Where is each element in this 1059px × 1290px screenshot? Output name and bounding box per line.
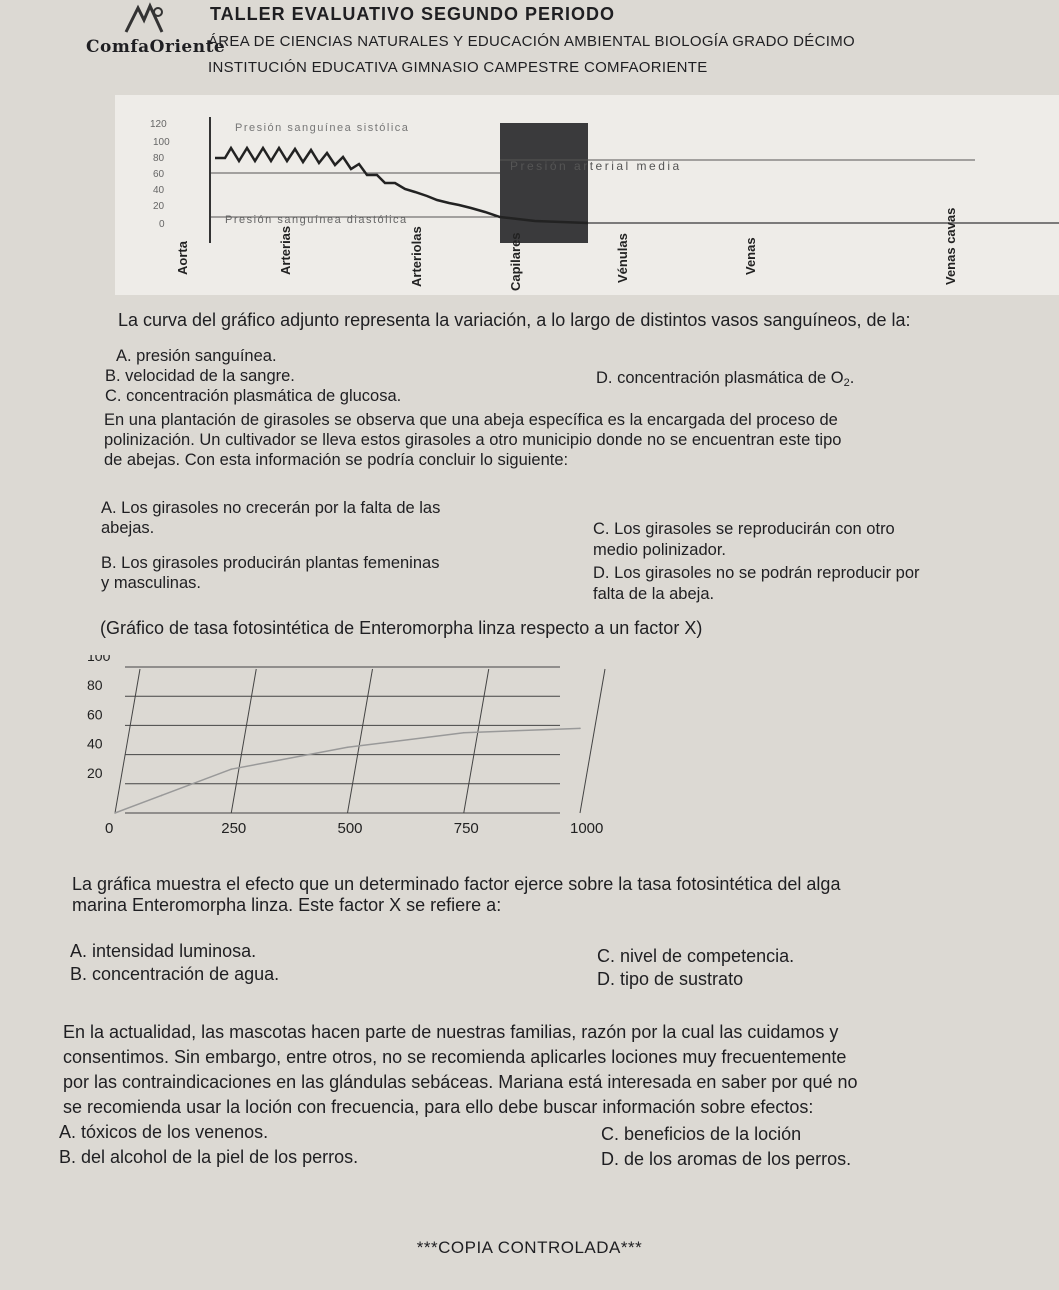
grid-line-v bbox=[348, 669, 373, 813]
grid-line-v bbox=[580, 669, 605, 813]
y-tick-label: 60 bbox=[87, 706, 103, 723]
y-tick-label: 40 bbox=[87, 735, 103, 752]
y-tick-label: 80 bbox=[87, 677, 103, 694]
q2-stem-line-1: En una plantación de girasoles se observa que una abeja específica es la encargada del proceso de bbox=[104, 411, 838, 429]
vessel-label: Venas cavas bbox=[943, 207, 958, 285]
q4-option-a: A. tóxicos de los venenos. bbox=[59, 1122, 269, 1142]
y-tick: 20 bbox=[153, 201, 165, 212]
x-tick-label: 750 bbox=[453, 820, 479, 837]
vessel-label: Capilares bbox=[508, 232, 523, 291]
q2-option-b-line-1: B. Los girasoles producirán plantas femeninas bbox=[101, 554, 440, 572]
data-line bbox=[115, 728, 580, 813]
data-point bbox=[579, 728, 581, 730]
blood-pressure-figure bbox=[115, 95, 1059, 295]
y-tick: 80 bbox=[153, 153, 165, 164]
q4-stem-line-4: se recomienda usar la loción con frecuencia, para ello debe buscar información sobre efectos: bbox=[63, 1097, 814, 1117]
q3-option-d: D. tipo de sustrato bbox=[597, 969, 744, 989]
q2-stem-line-2: polinización. Un cultivador se lleva estos girasoles a otro municipio donde no se encuentran este tipo bbox=[104, 431, 842, 449]
q1-option-d-end: . bbox=[849, 369, 855, 387]
photosynthesis-chart bbox=[85, 655, 615, 840]
footer-copy-notice: ***COPIA CONTROLADA*** bbox=[416, 1238, 643, 1257]
grid-line-v bbox=[231, 669, 256, 813]
x-tick-label: 1000 bbox=[570, 820, 604, 837]
data-point bbox=[230, 768, 232, 770]
q4-option-c: C. beneficios de la loción bbox=[601, 1124, 802, 1144]
q3-option-a: A. intensidad luminosa. bbox=[70, 941, 257, 961]
q1-stem: La curva del gráfico adjunto representa la variación, a lo largo de distintos vasos sanguíneos, de la: bbox=[118, 310, 911, 330]
data-point bbox=[347, 747, 349, 749]
q4-option-b: B. del alcohol de la piel de los perros. bbox=[59, 1147, 359, 1167]
chart-svg bbox=[85, 655, 615, 840]
q1-option-c: C. concentración plasmática de glucosa. bbox=[105, 387, 402, 405]
q2-option-a-line-1: A. Los girasoles no crecerán por la falta de las bbox=[101, 499, 441, 517]
q3-option-c: C. nivel de competencia. bbox=[597, 946, 795, 966]
page-title: TALLER EVALUATIVO SEGUNDO PERIODO bbox=[210, 4, 616, 24]
q2-option-c-line-1: C. Los girasoles se reproducirán con otro bbox=[593, 520, 895, 538]
q3-option-b: B. concentración de agua. bbox=[70, 964, 280, 984]
y-tick: 60 bbox=[153, 169, 165, 180]
grid-line-v bbox=[115, 669, 140, 813]
header-institution: INSTITUCIÓN EDUCATIVA GIMNASIO CAMPESTRE COMFAORIENTE bbox=[208, 59, 708, 76]
y-tick: 0 bbox=[159, 219, 165, 230]
q3-stem-line-1: La gráfica muestra el efecto que un determinado factor ejerce sobre la tasa fotosintética del alga bbox=[72, 874, 841, 894]
q1-option-b: B. velocidad de la sangre. bbox=[105, 367, 295, 385]
q2-stem-line-3: de abejas. Con esta información se podría concluir lo siguiente: bbox=[104, 451, 569, 469]
grid-line-v bbox=[464, 669, 489, 813]
x-tick-label: 500 bbox=[337, 820, 363, 837]
q2-option-a-line-2: abejas. bbox=[101, 519, 155, 537]
x-tick-label: 250 bbox=[221, 820, 247, 837]
y-tick: 100 bbox=[153, 137, 170, 148]
header-area: ÁREA DE CIENCIAS NATURALES Y EDUCACIÓN AMBIENTAL BIOLOGÍA GRADO DÉCIMO bbox=[208, 33, 855, 50]
label-diastolic: Presión sanguínea diastólica bbox=[225, 214, 408, 226]
q3-caption: (Gráfico de tasa fotosintética de Enteromorpha linza respecto a un factor X) bbox=[100, 618, 703, 638]
vessel-label: Arteriolas bbox=[409, 226, 424, 287]
logo-icon bbox=[118, 2, 178, 36]
q2-option-c-line-2: medio polinizador. bbox=[593, 541, 726, 559]
data-point bbox=[161, 795, 163, 797]
q4-option-d: D. de los aromas de los perros. bbox=[601, 1149, 852, 1169]
q3-stem-line-2: marina Enteromorpha linza. Este factor X se refiere a: bbox=[72, 895, 502, 915]
vessel-label: Venas bbox=[743, 237, 758, 275]
vessel-label: Arterias bbox=[278, 225, 293, 275]
q4-stem-line-2: consentimos. Sin embargo, entre otros, no se recomienda aplicarles lociones muy frecuentemente bbox=[63, 1047, 847, 1067]
logo-text: ComfaOriente bbox=[86, 37, 226, 57]
q4-stem-line-1: En la actualidad, las mascotas hacen parte de nuestras familias, razón por la cual las cuidamos y bbox=[63, 1022, 839, 1042]
y-tick: 40 bbox=[153, 185, 165, 196]
y-tick-label: 20 bbox=[87, 764, 103, 781]
data-point bbox=[114, 812, 116, 814]
label-mean: Presión arterial media bbox=[510, 159, 682, 173]
data-point bbox=[463, 732, 465, 734]
q2-option-d-line-2: falta de la abeja. bbox=[593, 585, 715, 603]
x-tick-label: 0 bbox=[105, 820, 114, 837]
vessel-label: Vénulas bbox=[615, 233, 630, 283]
q1-option-d-text: D. concentración plasmática de O bbox=[596, 369, 844, 387]
q1-option-d bbox=[596, 368, 854, 393]
q1-option-a: A. presión sanguínea. bbox=[116, 347, 277, 365]
y-tick-label: 100 bbox=[87, 655, 111, 664]
label-systolic: Presión sanguínea sistólica bbox=[235, 122, 410, 134]
y-tick-labels bbox=[150, 119, 170, 230]
q4-stem-line-3: por las contraindicaciones en las glándulas sebáceas. Mariana está interesada en saber por qué no bbox=[63, 1072, 858, 1092]
q2-option-d-line-1: D. Los girasoles no se podrán reproducir por bbox=[593, 564, 920, 582]
q1-option-d-subscript: 2 bbox=[843, 377, 850, 389]
q2-option-b-line-2: y masculinas. bbox=[101, 574, 201, 592]
y-tick: 120 bbox=[150, 119, 167, 130]
vessel-label: Aorta bbox=[175, 241, 190, 275]
